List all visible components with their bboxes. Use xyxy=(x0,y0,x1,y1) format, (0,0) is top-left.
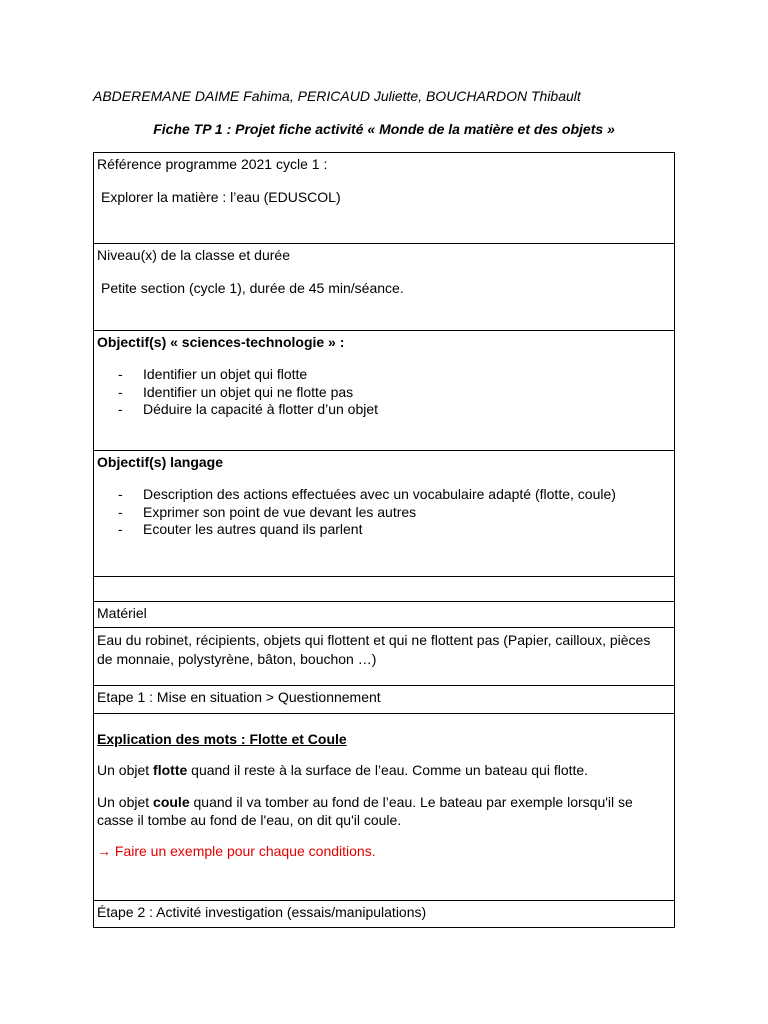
coule-text-before: Un objet xyxy=(97,794,154,810)
dash-marker: - xyxy=(118,521,123,537)
etape2-heading-row xyxy=(94,901,675,928)
dash-marker: - xyxy=(118,383,123,400)
list-item-text: Identifier un objet qui ne flotte pas xyxy=(143,383,354,400)
list-item-text: Déduire la capacité à flotter d’un objet xyxy=(143,401,379,417)
list-item xyxy=(97,401,671,419)
objectifs-sciences-list xyxy=(97,366,671,419)
materiel-content-cell xyxy=(94,628,675,686)
objectifs-sciences-cell xyxy=(94,331,675,451)
coule-definition xyxy=(97,793,671,811)
list-item xyxy=(97,366,671,384)
etape2-heading-cell xyxy=(94,901,675,928)
list-item xyxy=(97,521,671,539)
materiel-heading-cell xyxy=(94,602,675,628)
materiel-text-line1: Eau du robinet, récipients, objets qui flottent et qui ne flottent pas (Papier, cailloux, pièces xyxy=(97,632,651,648)
objectifs-langage-cell xyxy=(94,451,675,577)
coule-definition-line2: casse il tombe au fond de l'eau, on dit qu'il coule. xyxy=(97,812,402,828)
list-item-text: Description des actions effectuées avec un vocabulaire adapté (flotte, coule) xyxy=(143,486,616,502)
dash-marker: - xyxy=(118,401,123,417)
reference-heading: Référence programme 2021 cycle 1 : xyxy=(97,156,328,172)
niveau-heading: Niveau(x) de la classe et durée xyxy=(97,247,290,263)
materiel-heading: Matériel xyxy=(97,605,147,621)
materiel-content-row xyxy=(94,628,675,686)
niveau-text: Petite section (cycle 1), durée de 45 min/séance. xyxy=(101,280,404,296)
dash-marker: - xyxy=(118,503,123,520)
objectifs-sciences-row xyxy=(94,331,675,451)
empty-row xyxy=(94,577,675,602)
reference-row xyxy=(94,153,675,244)
etape2-heading: Étape 2 : Activité investigation (essais/manipulations) xyxy=(97,904,427,920)
niveau-row xyxy=(94,244,675,331)
flotte-word: flotte xyxy=(153,762,188,778)
flotte-text-after: quand il reste à la surface de l’eau. Comme un bateau qui flotte. xyxy=(187,762,589,778)
materiel-heading-row xyxy=(94,602,675,628)
etape1-heading: Etape 1 : Mise en situation > Questionnement xyxy=(97,689,381,705)
list-item xyxy=(97,384,671,402)
objectifs-langage-list xyxy=(97,486,671,539)
etape1-heading-cell xyxy=(94,686,675,714)
niveau-cell xyxy=(94,244,675,331)
coule-text-after: quand il va tomber au fond de l’eau. Le bateau par exemple lorsqu'il se xyxy=(189,794,633,810)
objectifs-langage-heading: Objectif(s) langage xyxy=(97,454,224,470)
example-note: → Faire un exemple pour chaque conditions. xyxy=(97,843,376,859)
list-item-text: Identifier un objet qui flotte xyxy=(143,366,308,382)
materiel-text-line2: de monnaie, polystyrène, bâton, bouchon …) xyxy=(97,651,377,667)
empty-cell xyxy=(94,577,675,602)
document-title: Fiche TP 1 : Projet fiche activité « Monde de la matière et des objets » xyxy=(153,121,615,137)
etape1-subheading: Explication des mots : Flotte et Coule xyxy=(97,731,347,747)
etape1-content-cell xyxy=(94,714,675,901)
flotte-text-before: Un objet xyxy=(97,762,154,778)
dash-marker: - xyxy=(118,366,123,382)
list-item xyxy=(97,504,671,522)
flotte-definition xyxy=(97,762,671,779)
reference-text: Explorer la matière : l’eau (EDUSCOL) xyxy=(101,189,341,205)
list-item-text: Exprimer son point de vue devant les autres xyxy=(143,503,417,520)
list-item-text: Ecouter les autres quand ils parlent xyxy=(143,521,363,537)
reference-cell xyxy=(94,153,675,244)
etape1-content-row xyxy=(94,714,675,901)
coule-word: coule xyxy=(153,794,190,810)
activity-sheet-table xyxy=(93,152,675,928)
etape1-heading-row xyxy=(94,686,675,714)
objectifs-langage-row xyxy=(94,451,675,577)
objectifs-sciences-heading: Objectif(s) « sciences-technologie » : xyxy=(97,334,345,350)
authors-line: ABDEREMANE DAIME Fahima, PERICAUD Juliette, BOUCHARDON Thibault xyxy=(93,88,581,104)
list-item xyxy=(97,486,671,504)
dash-marker: - xyxy=(118,486,123,502)
